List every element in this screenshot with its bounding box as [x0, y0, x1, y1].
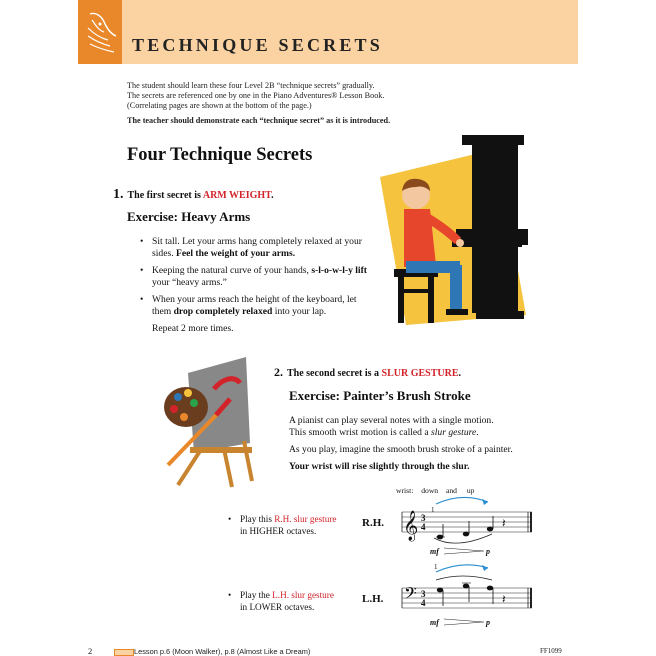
treble-clef-icon: 𝄞	[403, 511, 419, 541]
svg-text:3: 3	[421, 589, 426, 599]
page-title: TECHNIQUE SECRETS	[132, 35, 383, 55]
wrist-down: down	[421, 486, 439, 495]
secret2-number: 2.	[274, 365, 283, 379]
lesson-reference: Lesson p.6 (Moon Walker), p.8 (Almost Like a Dream)	[134, 647, 311, 656]
wrist-up: up	[466, 486, 475, 495]
secret2-exercise-title: Exercise: Painter’s Brush Stroke	[289, 388, 471, 403]
lh-dyn-end: p	[486, 618, 490, 627]
rh-finger-number: 1	[431, 506, 435, 514]
rh-play-red: R.H. slur gesture	[274, 514, 337, 524]
secret2-end: .	[458, 368, 461, 379]
rh-staff	[392, 494, 532, 556]
bullet-bold: Feel the weight of your arms.	[175, 247, 296, 259]
lesson-book-icon	[114, 649, 134, 656]
lh-play-instruction	[228, 590, 368, 613]
svg-text:4: 4	[421, 522, 426, 532]
lh-hand-label: L.H.	[362, 593, 384, 605]
bullet-text-end: into your lap.	[272, 305, 327, 317]
secret1-number: 1.	[113, 187, 124, 202]
secret1-name: ARM WEIGHT	[202, 190, 272, 201]
lh-play-red: L.H. slur gesture	[272, 590, 334, 600]
easel-palette-illustration	[160, 355, 268, 491]
secret1-end: .	[271, 190, 274, 201]
main-heading: Four Technique Secrets	[127, 145, 313, 165]
page-number: 2	[88, 646, 93, 656]
piano-boy-illustration	[376, 135, 532, 327]
repeat-instruction: Repeat 2 more times.	[152, 323, 234, 334]
para1-period: .	[476, 426, 479, 438]
bullet-bold: s-l-o-w-l-y lift	[311, 265, 367, 277]
svg-text:𝄽: 𝄽	[502, 516, 506, 530]
wrist-word: wrist:	[396, 486, 414, 495]
intro-line-1: The student should learn these four Level 2B “technique secrets” gradually.	[127, 81, 375, 90]
bullet-text-end: your “heavy arms.”	[152, 276, 227, 288]
para1-line1: A pianist can play several notes with a single motion.	[289, 415, 494, 426]
lh-play-line2: in LOWER octaves.	[240, 601, 315, 612]
catalog-code: FF1099	[540, 647, 562, 655]
lh-dyn-start: mf	[430, 618, 439, 627]
secret1-bullets	[140, 236, 370, 324]
rh-play-line2: in HIGHER octaves.	[240, 525, 317, 536]
rh-hand-label: R.H.	[362, 517, 384, 529]
svg-text:𝄽: 𝄽	[502, 592, 506, 606]
secret2-paragraph-2: As you play, imagine the smooth brush stroke of a painter.	[289, 444, 513, 455]
lh-play-text: Play the	[240, 590, 273, 600]
lh-finger-number: 1	[434, 563, 438, 571]
header-icon-box	[78, 0, 122, 64]
secret1-lead: The first secret is	[127, 190, 203, 201]
secret2-name: SLUR GESTURE	[381, 368, 459, 379]
secret1-heading	[113, 185, 274, 203]
bullet-sit-tall	[140, 236, 370, 259]
intro-line-3: (Correlating pages are shown at the bottom of the page.)	[127, 101, 312, 111]
bass-clef-icon: 𝄢	[404, 583, 417, 607]
bullet-text: Sit tall. Let your arms hang completely relaxed at your sides.	[152, 236, 362, 259]
bullet-text: When your arms reach the height of the keyboard, let them	[152, 294, 357, 317]
svg-text:4: 4	[421, 598, 426, 608]
hand-icon	[78, 0, 122, 64]
secret2-lead: The second secret is a	[287, 368, 382, 379]
svg-text:3: 3	[421, 513, 426, 523]
rh-play-text: Play this	[240, 514, 275, 524]
rh-play-line1	[228, 514, 368, 526]
bullet-keep-curve	[140, 265, 370, 288]
para1-line2-text: This smooth wrist motion is called a	[289, 426, 432, 438]
secret2-paragraph-1	[289, 415, 549, 438]
bullet-drop-arms	[140, 294, 370, 317]
intro-bold-line: The teacher should demonstrate each “technique secret” as it is introduced.	[127, 115, 391, 125]
wrist-and: and	[446, 486, 457, 495]
secret2-heading	[274, 363, 461, 381]
lh-staff	[392, 562, 532, 632]
rh-dyn-end: p	[486, 547, 490, 556]
para1-line2	[289, 427, 549, 439]
intro-line-2: The secrets are referenced one by one in the Piano Adventures® Lesson Book.	[127, 91, 385, 101]
secret1-exercise-title: Exercise: Heavy Arms	[127, 209, 251, 224]
rh-play-instruction	[228, 514, 368, 537]
para1-term: slur gesture	[431, 426, 477, 438]
secret2-paragraph-3: Your wrist will rise slightly through the slur.	[289, 461, 470, 472]
rh-dyn-start: mf	[430, 547, 439, 556]
bullet-bold: drop completely relaxed	[173, 305, 273, 317]
bullet-text: Keeping the natural curve of your hands,	[152, 265, 312, 277]
lh-play-line1	[228, 590, 368, 602]
intro-text	[127, 81, 447, 126]
